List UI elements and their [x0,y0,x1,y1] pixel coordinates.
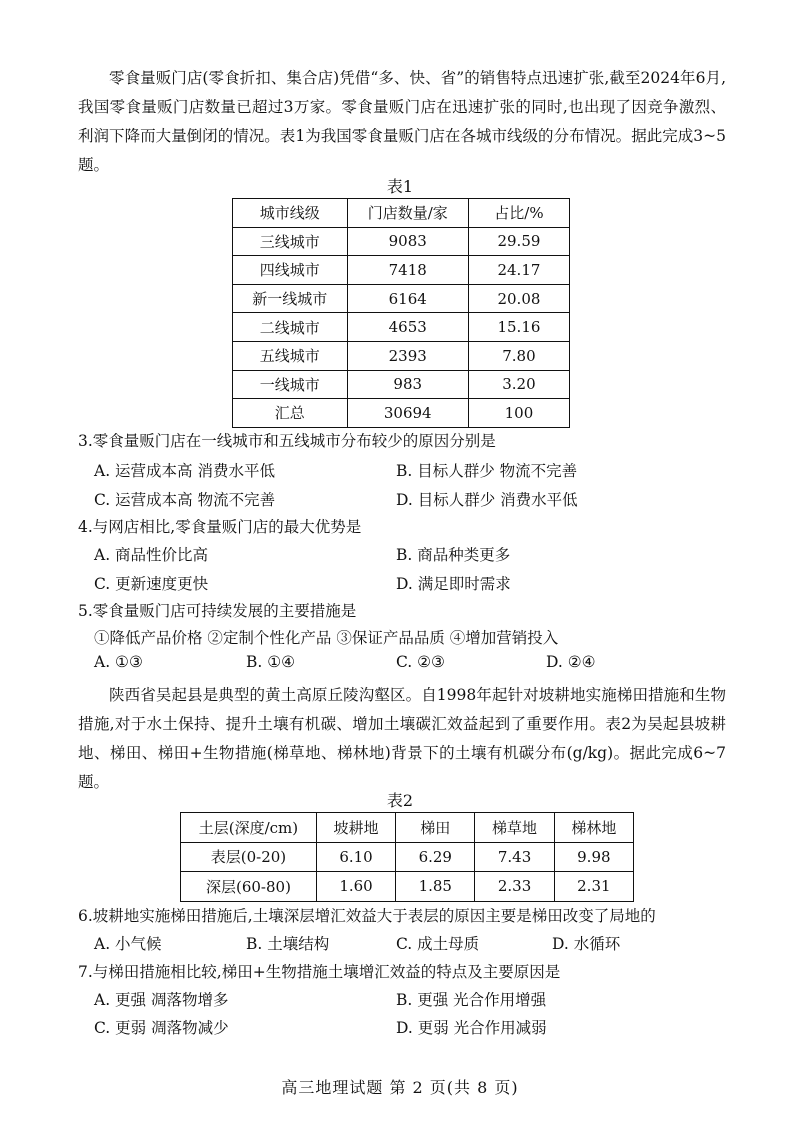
table-cell: 新一线城市 [233,284,348,313]
table-cell: 汇总 [233,399,348,428]
question-4-option-c: C. 更新速度更快 [94,575,209,593]
table-2-caption: 表2 [386,791,414,810]
question-4-option-d: D. 满足即时需求 [396,575,511,593]
question-3-option-c: C. 运营成本高 物流不完善 [94,491,276,509]
table-cell: 7418 [347,256,468,285]
table-cell: 15.16 [468,313,569,342]
question-6-option-b: B. 土壤结构 [246,935,330,953]
table-header-row [233,199,570,228]
table-cell: 7.43 [475,842,554,872]
question-3-option-b: B. 目标人群少 物流不完善 [396,462,578,480]
question-5-option-a: A. ①③ [94,653,143,671]
table-row [181,842,634,872]
table-2 [180,812,634,902]
table-cell: 1.85 [396,872,475,902]
question-5-option-c: C. ②③ [396,653,445,671]
table-row [233,227,570,256]
question-7-option-b: B. 更强 光合作用增强 [396,991,547,1009]
table-1-caption: 表1 [386,177,414,196]
page-footer: 高三地理试题 第 2 页(共 8 页) [281,1078,519,1097]
table-cell: 2.33 [475,872,554,902]
question-4-option-a: A. 商品性价比高 [94,546,209,564]
table-header-cell: 坡耕地 [316,813,395,843]
table-header-cell: 土层(深度/cm) [181,813,317,843]
question-4-option-b: B. 商品种类更多 [396,546,511,564]
table-header-row [181,813,634,843]
table-cell: 4653 [347,313,468,342]
table-1 [232,198,570,428]
question-3-option-a: A. 运营成本高 消费水平低 [94,462,275,480]
table-cell: 7.80 [468,341,569,370]
table-cell: 983 [347,370,468,399]
table-cell: 6164 [347,284,468,313]
question-5-option-b: B. ①④ [246,653,296,671]
question-6-option-c: C. 成土母质 [396,935,480,953]
table-row [233,313,570,342]
table-cell: 6.29 [396,842,475,872]
table-row [233,341,570,370]
table-header-cell: 梯田 [396,813,475,843]
question-5-option-d: D. ②④ [546,653,596,671]
table-cell: 1.60 [316,872,395,902]
table-cell: 五线城市 [233,341,348,370]
table-cell: 深层(60-80) [181,872,317,902]
passage-2: 陕西省吴起县是典型的黄土高原丘陵沟壑区。自1998年起针对坡耕地实施梯田措施和生物措施,对于水土保持、提升土壤有机碳、增加土壤碳汇效益起到了重要作用。表2为吴起县坡耕地、梯田、梯田+生物措施(梯草地、梯林地)背景下的土壤有机碳分布(g/kg)。据此完成6~7题。 [78,686,726,791]
question-6-option-d: D. 水循环 [552,935,621,953]
table-cell: 9.98 [554,842,633,872]
table-row [181,872,634,902]
table-header-cell: 梯草地 [475,813,554,843]
table-cell: 表层(0-20) [181,842,317,872]
table-row [233,399,570,428]
table-cell: 2.31 [554,872,633,902]
question-7-option-c: C. 更弱 凋落物减少 [94,1019,229,1037]
question-4-stem: 4.与网店相比,零食量贩门店的最大优势是 [78,518,362,536]
table-cell: 24.17 [468,256,569,285]
table-cell: 二线城市 [233,313,348,342]
question-3-option-d: D. 目标人群少 消费水平低 [396,491,578,509]
question-5-stem: 5.零食量贩门店可持续发展的主要措施是 [78,602,357,620]
table-cell: 三线城市 [233,227,348,256]
table-row [233,370,570,399]
table-cell: 100 [468,399,569,428]
table-cell: 9083 [347,227,468,256]
table-header-cell: 占比/% [468,199,569,228]
table-cell: 30694 [347,399,468,428]
table-row [233,256,570,285]
table-cell: 6.10 [316,842,395,872]
passage-1: 零食量贩门店(零食折扣、集合店)凭借“多、快、省”的销售特点迅速扩张,截至2024年6月,我国零食量贩门店数量已超过3万家。零食量贩门店在迅速扩张的同时,也出现了因竞争激烈、利润下降而大量倒闭的情况。表1为我国零食量贩门店在各城市线级的分布情况。据此完成3~5题。 [78,69,726,174]
table-cell: 3.20 [468,370,569,399]
question-3-stem: 3.零食量贩门店在一线城市和五线城市分布较少的原因分别是 [78,432,496,450]
question-6-option-a: A. 小气候 [94,935,162,953]
table-row [233,284,570,313]
table-cell: 四线城市 [233,256,348,285]
table-header-cell: 门店数量/家 [347,199,468,228]
question-7-stem: 7.与梯田措施相比较,梯田+生物措施土壤增汇效益的特点及主要原因是 [78,963,561,981]
question-7-option-a: A. 更强 凋落物增多 [94,991,229,1009]
table-cell: 20.08 [468,284,569,313]
table-cell: 一线城市 [233,370,348,399]
question-5-statements: ①降低产品价格 ②定制个性化产品 ③保证产品品质 ④增加营销投入 [94,629,559,647]
table-header-cell: 梯林地 [554,813,633,843]
table-cell: 2393 [347,341,468,370]
table-header-cell: 城市线级 [233,199,348,228]
question-7-option-d: D. 更弱 光合作用减弱 [396,1019,547,1037]
question-6-stem: 6.坡耕地实施梯田措施后,土壤深层增汇效益大于表层的原因主要是梯田改变了局地的 [78,907,656,925]
table-cell: 29.59 [468,227,569,256]
